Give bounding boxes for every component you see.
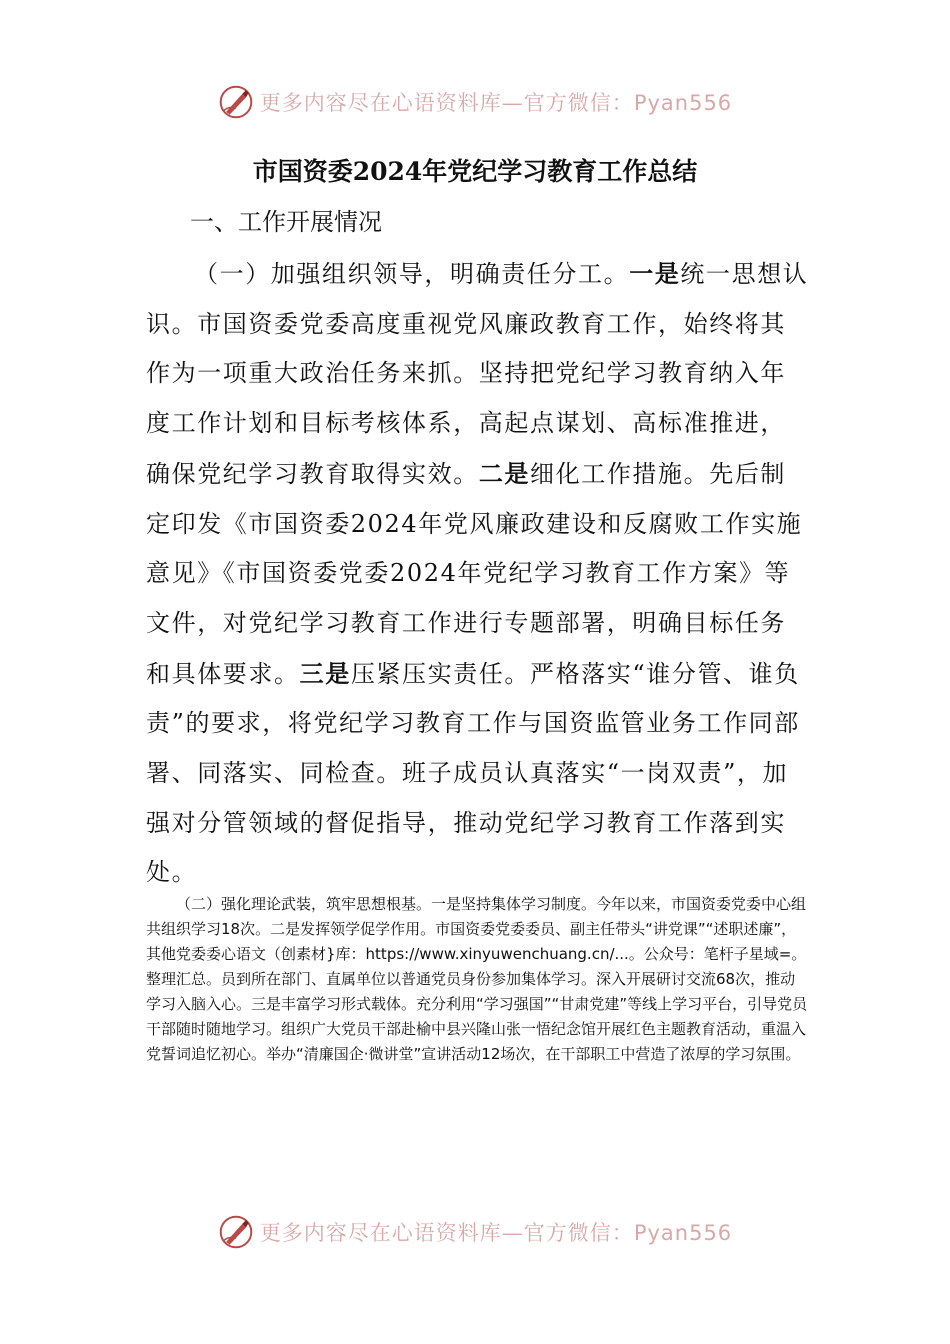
pen-circle-logo-icon xyxy=(218,1214,254,1250)
paragraph-1: （一）加强组织领导，明确责任分工。一是统一思想认识。市国资委党委高度重视党风廉政教育工作，始终将其作为一项重大政治任务来抓。坚持把党纪学习教育纳入年度工作计划和目标考核体系，高起点谋划、高标准推进，确保党纪学习教育取得实效。二是细化工作措施。先后制定印发《市国资委2024年党风廉政建设和反腐败工作实施意见》《市国资委党委2024年党纪学习教育工作方案》等文件，对党纪学习教育工作进行专题部署，明确目标任务和具体要求。三是压紧压实责任。严格落实“谁分管、谁负责”的要求，将党纪学习教育工作与国资监管业务工作同部署、同落实、同检查。班子成员认真落实“一岗双责”，加强对分管领域的督促指导，推动党纪学习教育工作落到实处。 xyxy=(146,259,809,887)
keyword-third: 三是 xyxy=(299,658,351,688)
paragraph-2: （二）强化理论武装，筑牢思想根基。一是坚持集体学习制度。今年以来，市国资委党委中心组共组织学习18次。二是发挥领学促学作用。市国资委党委委员、副主任带头“讲党课”“述职述廉”，其他党委委心语文（创素材}库：https://www.xinyuwenchuang.cn/...。公众号：笔杆子星域=。整理汇总。员到所在部门、直属单位以普通党员身份参加集体学习。深入开展研讨交流68次，推动学习入脑入心。三是丰富学习形式载体。充分利用“学习强国”“甘肃党建”等线上学习平台，引导党员干部随时随地学习。组织广大党员干部赴榆中县兴隆山张一悟纪念馆开展红色主题教育活动，重温入党誓词追忆初心。举办“清廉国企·微讲堂”宣讲活动12场次，在干部职工中营造了浓厚的学习氛围。 xyxy=(146,895,808,1063)
section-heading: 一、工作开展情况 xyxy=(190,208,382,236)
keyword-second: 二是 xyxy=(478,458,531,488)
watermark-text: 更多内容尽在心语资料库—官方微信：Pyan556 xyxy=(259,91,733,115)
watermark-banner-top xyxy=(0,80,950,124)
keyword-first: 一是 xyxy=(629,259,681,288)
watermark-text: 更多内容尽在心语资料库—官方微信：Pyan556 xyxy=(259,1221,733,1245)
document-title: 市国资委2024年党纪学习教育工作总结 xyxy=(252,157,698,186)
watermark-wechat-id: Pyan556 xyxy=(633,1221,733,1245)
watermark-banner-bottom xyxy=(0,1210,950,1254)
pen-circle-logo-icon xyxy=(218,84,254,120)
watermark-wechat-id: Pyan556 xyxy=(633,91,733,115)
